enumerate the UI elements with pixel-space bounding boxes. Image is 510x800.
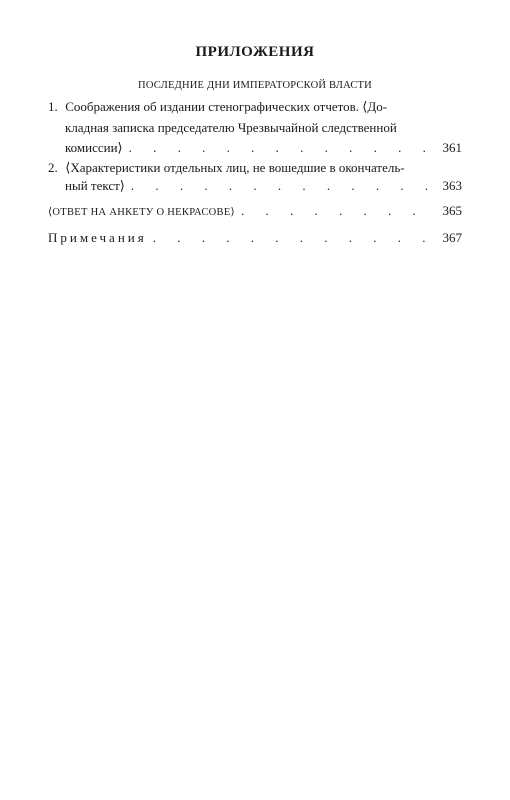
- toc-entry-1-page: 361: [442, 140, 462, 155]
- dot-leader: [131, 178, 434, 194]
- toc-entry-1-number: 1.: [48, 99, 58, 114]
- section-heading: ПОСЛЕДНИЕ ДНИ ИМПЕРАТОРСКОЙ ВЛАСТИ: [138, 80, 372, 91]
- toc-entry-3: [48, 203, 462, 221]
- toc-entry-2-page: 363: [442, 178, 462, 193]
- toc-entry-4-page: 367: [442, 230, 462, 245]
- toc-entry-1-line-3: [65, 140, 462, 156]
- toc-entry-2-text-line-2: ный текст⟩: [65, 178, 125, 193]
- toc-entry-2-line-1: [48, 160, 462, 176]
- dot-leader: [129, 140, 434, 156]
- dot-leader: [153, 230, 434, 246]
- toc-entry-1-text-line-3: комиссии⟩: [65, 140, 123, 155]
- toc-entry-3-text: ⟨ОТВЕТ НА АНКЕТУ О НЕКРАСОВЕ⟩: [48, 207, 235, 218]
- toc-entry-4: [48, 230, 462, 246]
- toc-entry-1-text-line-1: Соображения об издании стенографических отчетов. ⟨До-: [65, 99, 388, 114]
- dot-leader: [241, 203, 434, 219]
- toc-entry-2-text-line-1: ⟨Характеристики отдельных лиц, не вошедшие в окончатель-: [65, 160, 405, 175]
- toc-entry-4-text: Примечания: [48, 230, 147, 245]
- page-title: ПРИЛОЖЕНИЯ: [195, 44, 315, 60]
- toc-entry-3-page: 365: [442, 203, 462, 218]
- toc-entry-2-number: 2.: [48, 160, 58, 175]
- toc-entry-1-text-line-2: кладная записка председателю Чрезвычайной следственной: [65, 120, 397, 135]
- toc-entry-2-line-2: [65, 178, 462, 194]
- toc-entry-1-line-2: [65, 120, 462, 136]
- toc-entry-1-line-1: [48, 99, 462, 115]
